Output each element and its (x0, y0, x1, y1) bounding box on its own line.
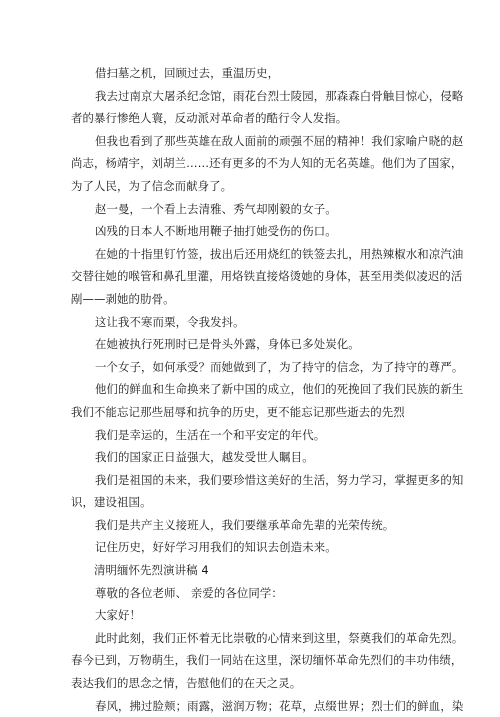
text-line: 赵一曼，一个看上去清雅、秀气却刚毅的女子。 (95, 201, 337, 216)
text-line: 剐——剥她的肋骨。 (71, 291, 175, 306)
text-line: 尚志，杨靖宇，刘胡兰……还有更多的不为人知的无名英雄。他们为了国家， (71, 156, 463, 171)
text-line: 者的暴行惨绝人寰，反动派对革命者的酷行令人发指。 (71, 111, 348, 126)
text-line: 交替往她的喉管和鼻孔里灌，用烙铁直接烙烫她的身体，甚至用类似凌迟的活 (71, 269, 463, 284)
text-line: 我们是共产主义接班人，我们要继承革命先辈的光荣传统。 (95, 517, 395, 532)
text-line: 表达我们的思念之情，告慰他们的在天之灵。 (71, 676, 302, 691)
text-line: 春风，拂过脸颊；雨露，滋润万物；花草，点缀世界；烈士们的鲜血，染 (95, 698, 464, 713)
text-line: 我们是祖国的未来，我们要珍惜这美好的生活，努力学习，掌握更多的知 (95, 472, 464, 487)
text-line: 但我也看到了那些英雄在敌人面前的顽强不屈的精神！我们家喻户晓的赵 (95, 133, 464, 148)
text-line: 他们的鲜血和生命换来了新中国的成立，他们的死挽回了我们民族的新生 (95, 382, 464, 397)
text-line: 在她的十指里钉竹签，拔出后还用烧红的铁签去扎，用热辣椒水和凉汽油 (95, 246, 464, 261)
text-line: 凶残的日本人不断地用鞭子抽打她受伤的伤口。 (95, 224, 337, 239)
text-line: 借扫墓之机，回顾过去，重温历史， (95, 66, 280, 80)
text-line: 此时此刻，我们正怀着无比崇敬的心情来到这里，祭奠我们的革命先烈。 (95, 630, 464, 645)
text-line: 在她被执行死刑时已是骨头外露，身体已多处炭化。 (95, 337, 360, 352)
text-line: 一个女子，如何承受？而她做到了，为了持守的信念，为了持守的尊严。 (95, 359, 464, 374)
text-line: 我们的国家正日益强大，越发受世人瞩目。 (95, 450, 314, 465)
text-line: 为了人民，为了信念而献身了。 (71, 178, 233, 193)
text-line: 尊敬的各位老师、 亲爱的各位同学： (95, 585, 283, 600)
text-line: 春今已到，万物萌生，我们一同站在这里，深切缅怀革命先烈们的丰功伟绩， (71, 653, 463, 668)
text-line: 记住历史，好好学习用我们的知识去创造未来。 (95, 540, 337, 555)
section-title: 清明缅怀先烈演讲稿 4 (94, 563, 209, 578)
text-line: 我们不能忘记那些屈辱和抗争的历史，更不能忘记那些逝去的先烈 (71, 404, 405, 419)
text-line: 我们是幸运的，生活在一个和平安定的年代。 (95, 427, 326, 442)
text-line: 识，建设祖国。 (71, 495, 152, 510)
text-line: 大家好！ (95, 608, 142, 623)
text-line: 这让我不寒而栗，令我发抖。 (95, 314, 245, 329)
text-line: 我去过南京大屠杀纪念馆，雨花台烈士陵园，那森森白骨触目惊心，侵略 (95, 88, 464, 103)
